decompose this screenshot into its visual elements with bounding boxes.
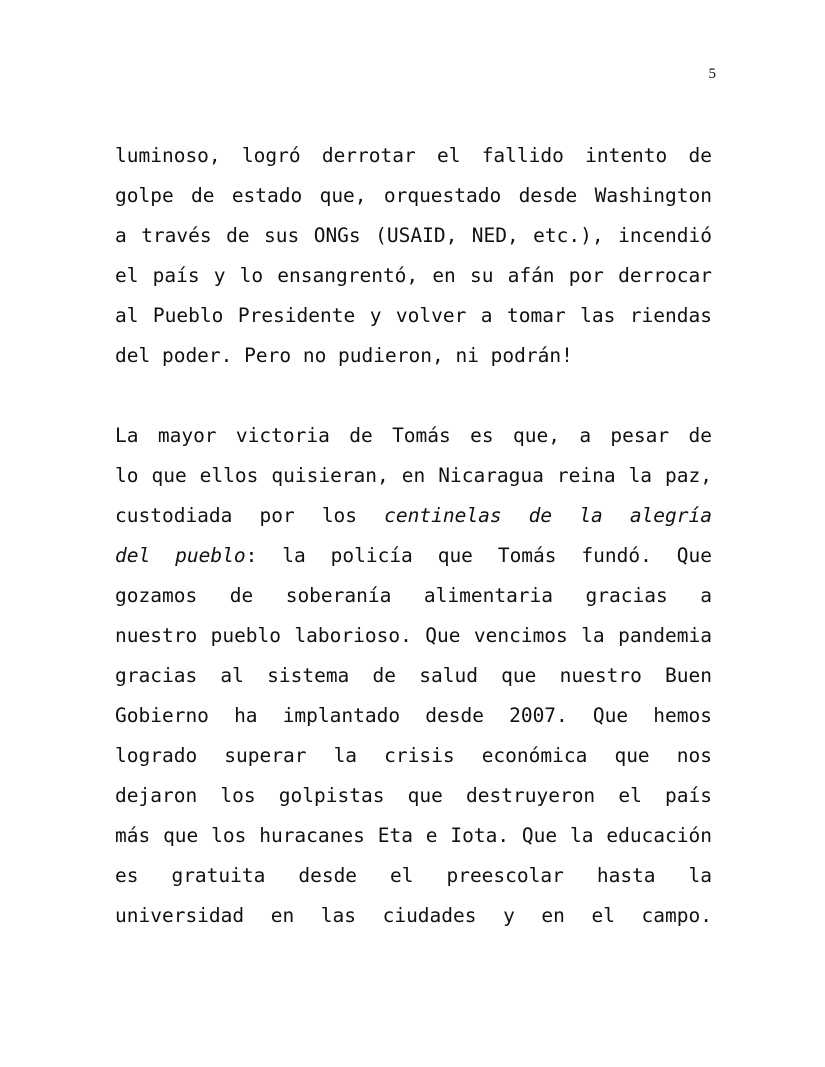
text-line (115, 496, 712, 536)
text-line (115, 536, 712, 576)
text-line: gracias al sistema de salud que nuestro Buen (115, 664, 712, 687)
paragraph-2 (115, 416, 712, 936)
text-line: del poder. Pero no pudieron, ni podrán! (115, 344, 573, 367)
text-line: al Pueblo Presidente y volver a tomar las riendas (115, 304, 712, 327)
text-line: La mayor victoria de Tomás es que, a pesar de (115, 424, 712, 447)
text-line: gozamos de soberanía alimentaria gracias a (115, 584, 712, 607)
text-segment: : la policía que Tomás fundó. Que (245, 544, 713, 567)
text-line: luminoso, logró derrotar el fallido intento de (115, 144, 712, 167)
text-line: logrado superar la crisis económica que nos (115, 744, 712, 767)
text-line: lo que ellos quisieran, en Nicaragua reina la paz, (115, 464, 712, 487)
text-line: a través de sus ONGs (USAID, NED, etc.), incendió (115, 224, 712, 247)
text-line: el país y lo ensangrentó, en su afán por derrocar (115, 264, 712, 287)
text-line: universidad en las ciudades y en el campo. (115, 904, 712, 927)
text-line: Gobierno ha implantado desde 2007. Que hemos (115, 704, 712, 727)
paragraph-1 (115, 136, 712, 376)
text-line: dejaron los golpistas que destruyeron el país (115, 784, 712, 807)
italic-phrase: del pueblo (115, 544, 246, 567)
text-segment: custodiada por los (115, 504, 358, 527)
text-line: es gratuita desde el preescolar hasta la (115, 864, 712, 887)
text-line: golpe de estado que, orquestado desde Washington (115, 184, 712, 207)
page-number: 5 (708, 66, 716, 82)
text-line: nuestro pueblo laborioso. Que vencimos la pandemia (115, 624, 712, 647)
text-line: más que los huracanes Eta e Iota. Que la educación (115, 824, 712, 847)
italic-phrase: centinelas de la alegría (384, 504, 712, 527)
